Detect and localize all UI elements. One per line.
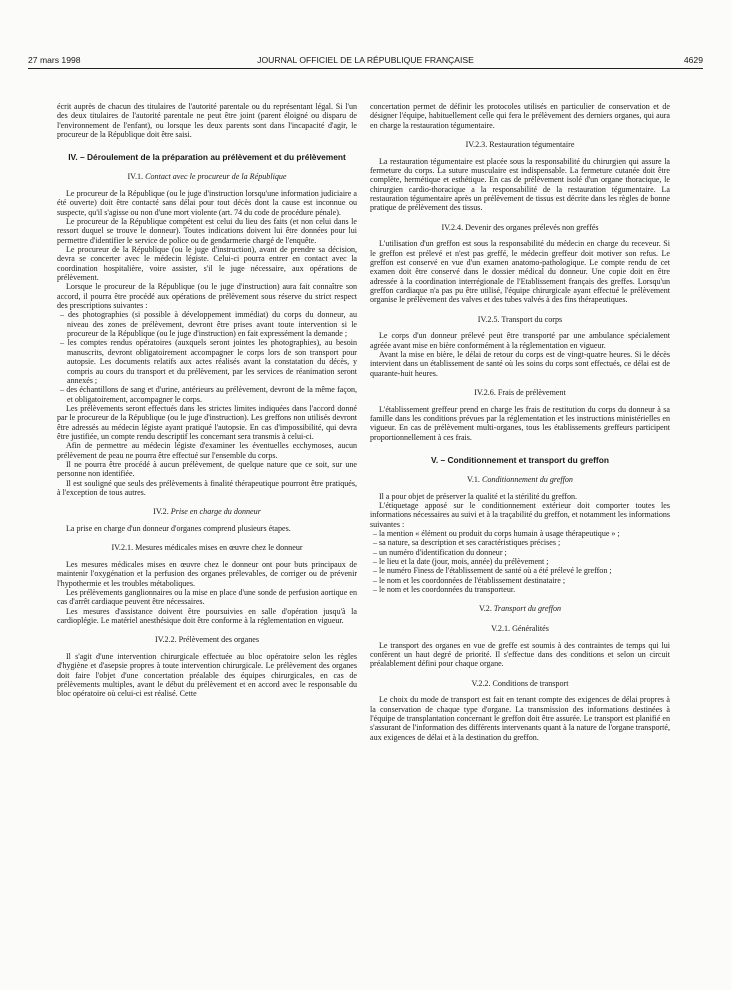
paragraph: écrit auprès de chacun des titulaires de l'autorité parentale ou du représentant légal. Si l'un des deux titulaires de l'autorité parentale ne peut être joint (parent éloigné ou disparu de l'environnement de l'enfant), ou lorsque les deux parents sont dans l'incapacité d'agir, le procureur de la République doit être saisi. xyxy=(57,102,357,140)
paragraph: Il a pour objet de préserver la qualité et la stérilité du greffon. xyxy=(379,491,578,501)
heading-number: IV.1. xyxy=(127,172,146,182)
subsection-heading-v22: V.2.2. Conditions de transport xyxy=(471,678,569,688)
paragraph: Le choix du mode de transport est fait en tenant compte des exigences de délai propres à la conservation de chaque type d'organe. La transmission des informations destinées à l'équipe de transplantation concernant le greffon doit être assurée. Le transport est planifié en s'assurant de l'information des différents intervenants quant à la nature de l'organe transporté, aux exigences de délai et à la destination du greffon. xyxy=(370,695,670,742)
subsection-heading-v2 xyxy=(370,604,670,614)
paragraph: Le procureur de la République compétent est celui du lieu des faits (et non celui dans le ressort duquel se trouve le donneur). Toutes indications doivent lui être données pour lui permettre d'identifier le service de police ou de gendarmerie chargé de l'enquête. xyxy=(57,217,357,245)
list-item: – un numéro d'identification du donneur ; xyxy=(373,547,507,557)
paragraph: Les mesures médicales mises en œuvre chez le donneur ont pour buts principaux de maintenir l'oxygénation et la perfusion des organes prélevables, de corriger ou de prévenir l'hypothermie et les troubles métaboliques. xyxy=(57,559,357,588)
heading-number: IV.2. xyxy=(153,507,171,517)
subsection-heading-iv22: IV.2.2. Prélèvement des organes xyxy=(155,635,259,645)
list-item: – le numéro Finess de l'établissement de santé où a été prélevé le greffon ; xyxy=(373,566,612,576)
list-item: – les comptes rendus opératoires (auxquels seront jointes les photographies), au besoin manuscrits, devront obligatoirement accompagner le corps lors de son transport pour autopsie. Les documents relatifs aux actes réalisés avant la constatation du décès, y compris au cours du transport et du prélèvement, par les services de réanimation seront annexés ; xyxy=(60,338,357,385)
paragraph: Les prélèvements seront effectués dans les strictes limites indiquées dans l'accord donné par le procureur de la République (ou le juge d'instruction). Les greffons non utilisés devront être adressés au médecin légiste ayant pratiqué l'autopsie. En cas d'impossibilité, qui devra être justifiée, un compte rendu descriptif les concernant sera transmis à celui-ci. xyxy=(57,403,357,441)
header-page-number: 4629 xyxy=(683,55,703,65)
list-item: – des photographies (si possible à développement immédiat) du corps du donneur, au niveau des zones de prélèvement, devront être prises avant toute intervention si le procureur de la République (ou le juge d'instruction) en fait expressément la demande ; xyxy=(60,310,357,339)
paragraph: Avant la mise en bière, le délai de retour du corps est de vingt-quatre heures. Si le décès intervient dans un établissement de santé où les soins du corps sont effectués, ce délai est de quarante-huit heures. xyxy=(370,349,670,378)
paragraph: Le corps d'un donneur prélevé peut être transporté par une ambulance spécialement agréée avant mise en bière conformément à la réglementation en vigueur. xyxy=(370,331,670,350)
paragraph: Lorsque le procureur de la République (ou le juge d'instruction) aura fait connaître son accord, il pourra être procédé aux opérations de prélèvement sous réserve du strict respect des prescriptions suivantes : xyxy=(57,282,357,311)
paragraph: Afin de permettre au médecin légiste d'examiner les éventuelles ecchymoses, aucun prélèvement de peau ne pourra être effectué sur l'ensemble du corps. xyxy=(57,441,357,460)
paragraph: L'établissement greffeur prend en charge les frais de restitution du corps du donneur à sa famille dans les conditions prévues par la réglementation et les instructions ministérielles en vigueur. En cas de prélèvement multi-organes, tous les établissements greffeurs participent proportionnellement à ces frais. xyxy=(370,404,670,442)
paragraph: Le procureur de la République (ou le juge d'instruction lorsqu'une information judiciaire a été ouverte) doit être contacté sans délai pour tout décès dont la cause est inconnue ou suspecte, qu'il s'agisse ou non d'une mort violente (art. 74 du code de procédure pénale). xyxy=(57,188,357,217)
subsection-heading-iv25: IV.2.5. Transport du corps xyxy=(477,314,563,324)
heading-title: Contact avec le procureur de la République xyxy=(145,172,287,182)
heading-number: V.1. xyxy=(467,474,482,484)
header-rule xyxy=(28,68,703,69)
list-item: – le nom et les coordonnées de l'établissement destinataire ; xyxy=(373,575,566,585)
paragraph: La restauration tégumentaire est placée sous la responsabilité du chirurgien qui assure la fermeture du corps. La suture musculaire est indispensable. La fermeture cutanée doit être complète, hermétique et esthétique. En cas de prélèvement isolé d'un organe thoracique, le chirurgien cardio-thoracique a la responsabilité de la restauration tégumentaire. La restauration tégumentaire après un prélèvement de tissus est décrite dans les règles de bonne pratique de prélèvement des tissus. xyxy=(370,156,670,213)
list-item: – le nom et les coordonnées du transporteur. xyxy=(373,585,516,594)
paragraph: Le procureur de la République (ou le juge d'instruction), avant de prendre sa décision, devra se concerter avec le médecin légiste. Celui-ci pourra entrer en contact avec la coordination hospitalière, voire assister, s'il le juge nécessaire, aux opérations de prélèvement. xyxy=(57,245,357,283)
right-column xyxy=(370,102,670,742)
paragraph: Les mesures d'assistance doivent être poursuivies en salle d'opération jusqu'à la cardioplégie. Le matériel anesthésique doit être conforme à la réglementation en vigueur. xyxy=(57,606,357,625)
heading-title: Transport du greffon xyxy=(493,604,562,614)
left-column xyxy=(57,102,357,699)
subsection-heading-iv23: IV.2.3. Restauration tégumentaire xyxy=(465,140,575,150)
paragraph: Le transport des organes en vue de greffe est soumis à des contraintes de temps qui lui confèrent un haut degré de priorité. Il s'effectue dans des conditions et selon un circuit préalablement défini pour chaque organe. xyxy=(370,640,670,669)
paragraph: concertation permet de définir les protocoles utilisés en particulier de conservation et de désigner l'équipe, habituellement celle qui fera le prélèvement des derniers organes, qui aura en charge la restauration tégumentaire. xyxy=(370,102,670,130)
heading-title: Conditionnement du greffon xyxy=(481,474,573,484)
header-title: JOURNAL OFFICIEL DE LA RÉPUBLIQUE FRANÇAISE xyxy=(257,55,474,65)
heading-number: V.2. xyxy=(478,604,494,614)
subsection-heading-iv1 xyxy=(57,172,357,182)
heading-title: Prise en charge du donneur xyxy=(170,507,261,517)
subsection-heading-v1 xyxy=(370,475,670,485)
page-header xyxy=(28,55,703,67)
paragraph: L'utilisation d'un greffon est sous la responsabilité du médecin en charge du receveur. Si le greffon est prélevé et n'est pas greffé, le médecin greffeur doit motiver son refus. Le greffon est conservé en vue d'un examen anatomo-pathologique. Le compte rendu de cet examen doit être conservé dans le dossier médical du donneur. Une copie doit en être adressée à la coordination interrégionale de l'Etablissement français des greffes. Lorsqu'un greffon cardiaque n'a pas pu être utilisé, l'équipe chirurgicale ayant effectué le prélèvement organise le prélèvement des valves et des tubes valvés à des fins thérapeutiques. xyxy=(370,239,670,305)
list-item: – le lieu et la date (jour, mois, année) du prélèvement ; xyxy=(373,556,549,566)
subsection-heading-iv21: IV.2.1. Mesures médicales mises en œuvre chez le donneur xyxy=(111,543,303,553)
list-item: – sa nature, sa description et ses caractéristiques précises ; xyxy=(373,538,561,548)
subsection-heading-iv24: IV.2.4. Devenir des organes prélevés non greffés xyxy=(441,222,599,232)
paragraph: La prise en charge d'un donneur d'organes comprend plusieurs étapes. xyxy=(66,523,291,533)
list-item: – des échantillons de sang et d'urine, antérieurs au prélèvement, devront de la même façon, et obligatoirement, accompagner le corps. xyxy=(60,385,357,404)
subsection-heading-iv2 xyxy=(57,507,357,517)
paragraph: Il est souligné que seuls des prélèvements à finalité thérapeutique pourront être pratiqués, à l'exception de tous autres. xyxy=(57,478,357,497)
section-heading-v: V. – Conditionnement et transport du greffon xyxy=(431,454,609,465)
paragraph: Les prélèvements ganglionnaires ou la mise en place d'une sonde de perfusion aortique en cas d'arrêt cardiaque peuvent être nécessaires. xyxy=(57,587,357,607)
list-item: – la mention « élément ou produit du corps humain à usage thérapeutique » ; xyxy=(373,528,620,538)
header-date: 27 mars 1998 xyxy=(28,55,81,65)
subsection-heading-v21: V.2.1. Généralités xyxy=(491,623,549,633)
section-heading-iv: IV. – Déroulement de la préparation au prélèvement et du prélèvement xyxy=(68,152,346,163)
paragraph: L'étiquetage apposé sur le conditionnement extérieur doit comporter toutes les informations nécessaires au suivi et à la traçabilité du greffon, et notamment les informations suivantes : xyxy=(370,500,670,529)
paragraph: Il ne pourra être procédé à aucun prélèvement, de quelque nature que ce soit, sur une personne non identifiée. xyxy=(57,459,357,479)
paragraph: Il s'agit d'une intervention chirurgicale effectuée au bloc opératoire selon les règles d'hygiène et d'asepsie propres à toute intervention chirurgicale. Le prélèvement des organes doit faire l'objet d'une concertation préalable des équipes chirurgicales, en cas de prélèvements multiples, avant le début du prélèvement et en accord avec le responsable du bloc opératoire où celui-ci est réalisé. Cette xyxy=(57,651,357,699)
subsection-heading-iv26: IV.2.6. Frais de prélèvement xyxy=(474,388,566,397)
